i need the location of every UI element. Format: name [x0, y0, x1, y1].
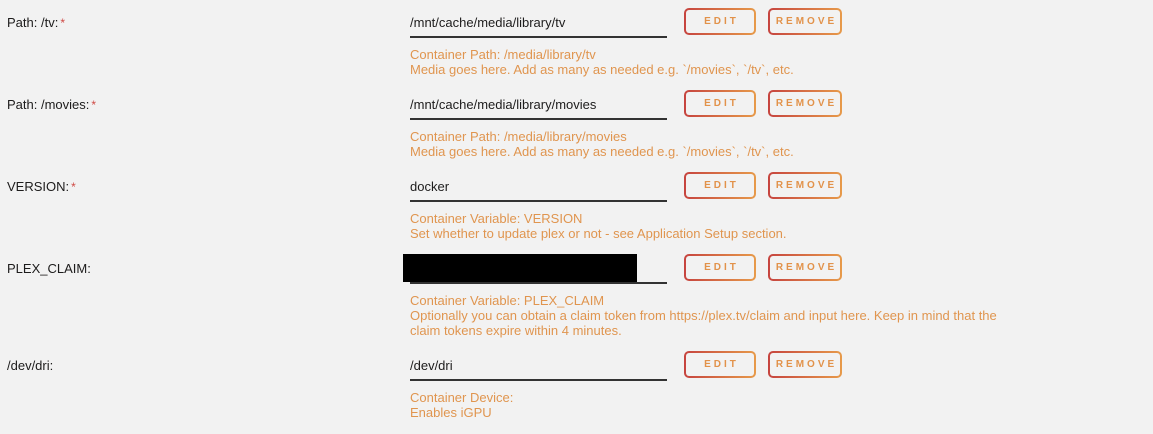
row-actions [684, 8, 842, 35]
field-input-wrap [410, 8, 667, 38]
dev-dri-input[interactable] [410, 351, 667, 381]
path-tv-input[interactable] [410, 8, 667, 38]
field-help-line1: Container Path: /media/library/tv [410, 47, 596, 62]
row-actions [684, 172, 842, 199]
field-help [410, 390, 1030, 420]
field-help-line2: Media goes here. Add as many as needed e.g. `/movies`, `/tv`, etc. [410, 144, 794, 159]
field-help-line1: Container Variable: VERSION [410, 211, 583, 226]
field-help-line1: Container Variable: PLEX_CLAIM [410, 293, 605, 308]
remove-button[interactable]: REMOVE [768, 8, 842, 35]
row-actions [684, 254, 842, 281]
required-asterisk: * [71, 180, 76, 194]
field-help-line2: Optionally you can obtain a claim token from https://plex.tv/claim and input here. Keep in mind that the claim tokens expire within 4 minutes. [410, 308, 997, 338]
field-area [410, 90, 1153, 159]
field-label-text: Path: /movies: [7, 97, 90, 112]
version-input[interactable] [410, 172, 667, 202]
required-asterisk: * [91, 98, 97, 112]
remove-button[interactable]: REMOVE [768, 90, 842, 117]
field-input-wrap [410, 351, 667, 381]
field-help [410, 211, 1030, 241]
remove-button[interactable]: REMOVE [768, 254, 842, 281]
field-area [410, 254, 1153, 338]
edit-button[interactable]: EDIT [684, 254, 756, 281]
plex-claim-input[interactable] [410, 254, 667, 284]
row-actions [684, 90, 842, 117]
form-row-path-movies [0, 90, 1153, 159]
field-input-wrap [410, 172, 667, 202]
field-help [410, 293, 1030, 338]
field-help-line1: Container Device: [410, 390, 514, 405]
field-help-line2: Enables iGPU [410, 405, 492, 420]
field-label-text: VERSION: [7, 179, 70, 194]
field-label-text: /dev/dri: [7, 358, 54, 373]
form-row-dev-dri [0, 351, 1153, 420]
field-label-text: PLEX_CLAIM: [7, 261, 91, 276]
field-help [410, 129, 1030, 159]
field-label [0, 172, 410, 195]
path-movies-input[interactable] [410, 90, 667, 120]
field-help-line2: Media goes here. Add as many as needed e.g. `/movies`, `/tv`, etc. [410, 62, 794, 77]
field-area [410, 8, 1153, 77]
edit-button[interactable]: EDIT [684, 90, 756, 117]
field-help [410, 47, 1030, 77]
remove-button[interactable]: REMOVE [768, 172, 842, 199]
field-input-wrap [410, 90, 667, 120]
field-label-text: Path: /tv: [7, 15, 59, 30]
field-area [410, 172, 1153, 241]
form-row-path-tv [0, 8, 1153, 77]
field-label [0, 254, 410, 277]
field-help-line1: Container Path: /media/library/movies [410, 129, 627, 144]
field-label [0, 351, 410, 374]
remove-button[interactable]: REMOVE [768, 351, 842, 378]
field-input-wrap [410, 254, 667, 284]
field-help-line2: Set whether to update plex or not - see Application Setup section. [410, 226, 787, 241]
field-area [410, 351, 1153, 420]
field-label [0, 90, 410, 113]
form-row-version [0, 172, 1153, 241]
edit-button[interactable]: EDIT [684, 8, 756, 35]
form-row-plex-claim [0, 254, 1153, 338]
row-actions [684, 351, 842, 378]
field-label [0, 8, 410, 31]
edit-button[interactable]: EDIT [684, 172, 756, 199]
edit-button[interactable]: EDIT [684, 351, 756, 378]
required-asterisk: * [60, 16, 65, 30]
